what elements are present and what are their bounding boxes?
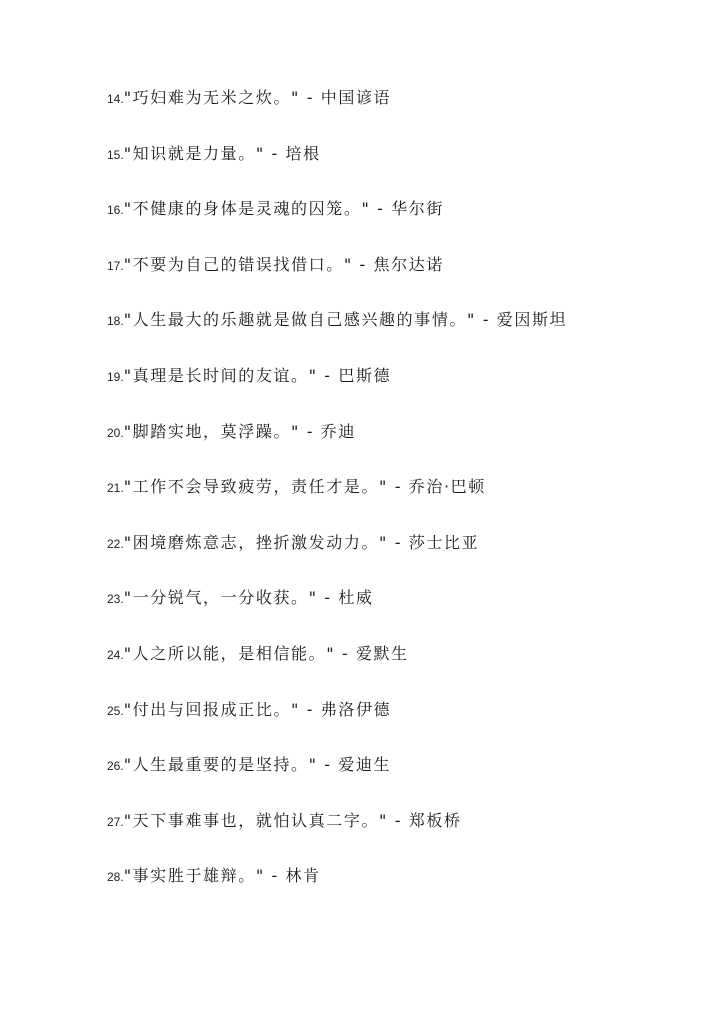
quote-text: "付出与回报成正比。" - 弗洛伊德 <box>123 699 392 719</box>
quote-number: 23. <box>107 592 124 607</box>
quote-item <box>107 640 687 696</box>
quote-text: "人生最重要的是坚持。" - 爱迪生 <box>123 755 392 775</box>
quote-text: "一分锐气，一分收获。" - 杜威 <box>123 588 374 608</box>
quote-item <box>107 529 687 585</box>
quote-text: "事实胜于雄辩。" - 林肯 <box>123 866 321 886</box>
quote-number: 25. <box>107 703 124 718</box>
quote-text: "不健康的身体是灵魂的囚笼。" - 华尔街 <box>123 199 444 219</box>
quote-item <box>107 473 687 529</box>
quote-item <box>107 251 687 307</box>
quote-item <box>107 696 687 752</box>
quote-number: 17. <box>107 258 124 273</box>
quote-text: "真理是长时间的友谊。" - 巴斯德 <box>123 365 392 385</box>
quote-item <box>107 862 687 918</box>
quote-text: "人生最大的乐趣就是做自己感兴趣的事情。" - 爱因斯坦 <box>123 310 568 330</box>
quote-item <box>107 195 687 251</box>
quote-number: 16. <box>107 203 124 218</box>
quote-item <box>107 140 687 196</box>
quote-item <box>107 306 687 362</box>
quote-number: 28. <box>107 870 124 885</box>
quote-number: 27. <box>107 814 124 829</box>
quote-item <box>107 418 687 474</box>
quote-number: 22. <box>107 536 124 551</box>
quote-number: 15. <box>107 147 124 162</box>
quote-item <box>107 362 687 418</box>
quote-text: "工作不会导致疲劳，责任才是。" - 乔治·巴顿 <box>123 477 486 497</box>
quote-number: 20. <box>107 425 124 440</box>
quote-item <box>107 751 687 807</box>
quote-item <box>107 807 687 863</box>
quote-item <box>107 84 687 140</box>
quote-text: "人之所以能，是相信能。" - 爱默生 <box>123 643 409 663</box>
quote-number: 24. <box>107 647 124 662</box>
quote-list <box>107 84 687 918</box>
quote-number: 14. <box>107 92 124 106</box>
quote-text: "困境磨炼意志，挫折激发动力。" - 莎士比亚 <box>123 532 480 552</box>
quote-text: "脚踏实地，莫浮躁。" - 乔迪 <box>123 421 356 441</box>
quote-number: 21. <box>107 481 124 496</box>
quote-text: "不要为自己的错误找借口。" - 焦尔达诺 <box>123 254 444 274</box>
quote-text: "天下事难事也，就怕认真二字。" - 郑板桥 <box>123 810 462 830</box>
quote-text: "知识就是力量。" - 培根 <box>123 143 321 163</box>
quote-number: 19. <box>107 369 124 384</box>
quote-number: 18. <box>107 314 124 329</box>
quote-item <box>107 584 687 640</box>
quote-text: "巧妇难为无米之炊。" - 中国谚语 <box>123 88 392 107</box>
quote-number: 26. <box>107 759 124 774</box>
